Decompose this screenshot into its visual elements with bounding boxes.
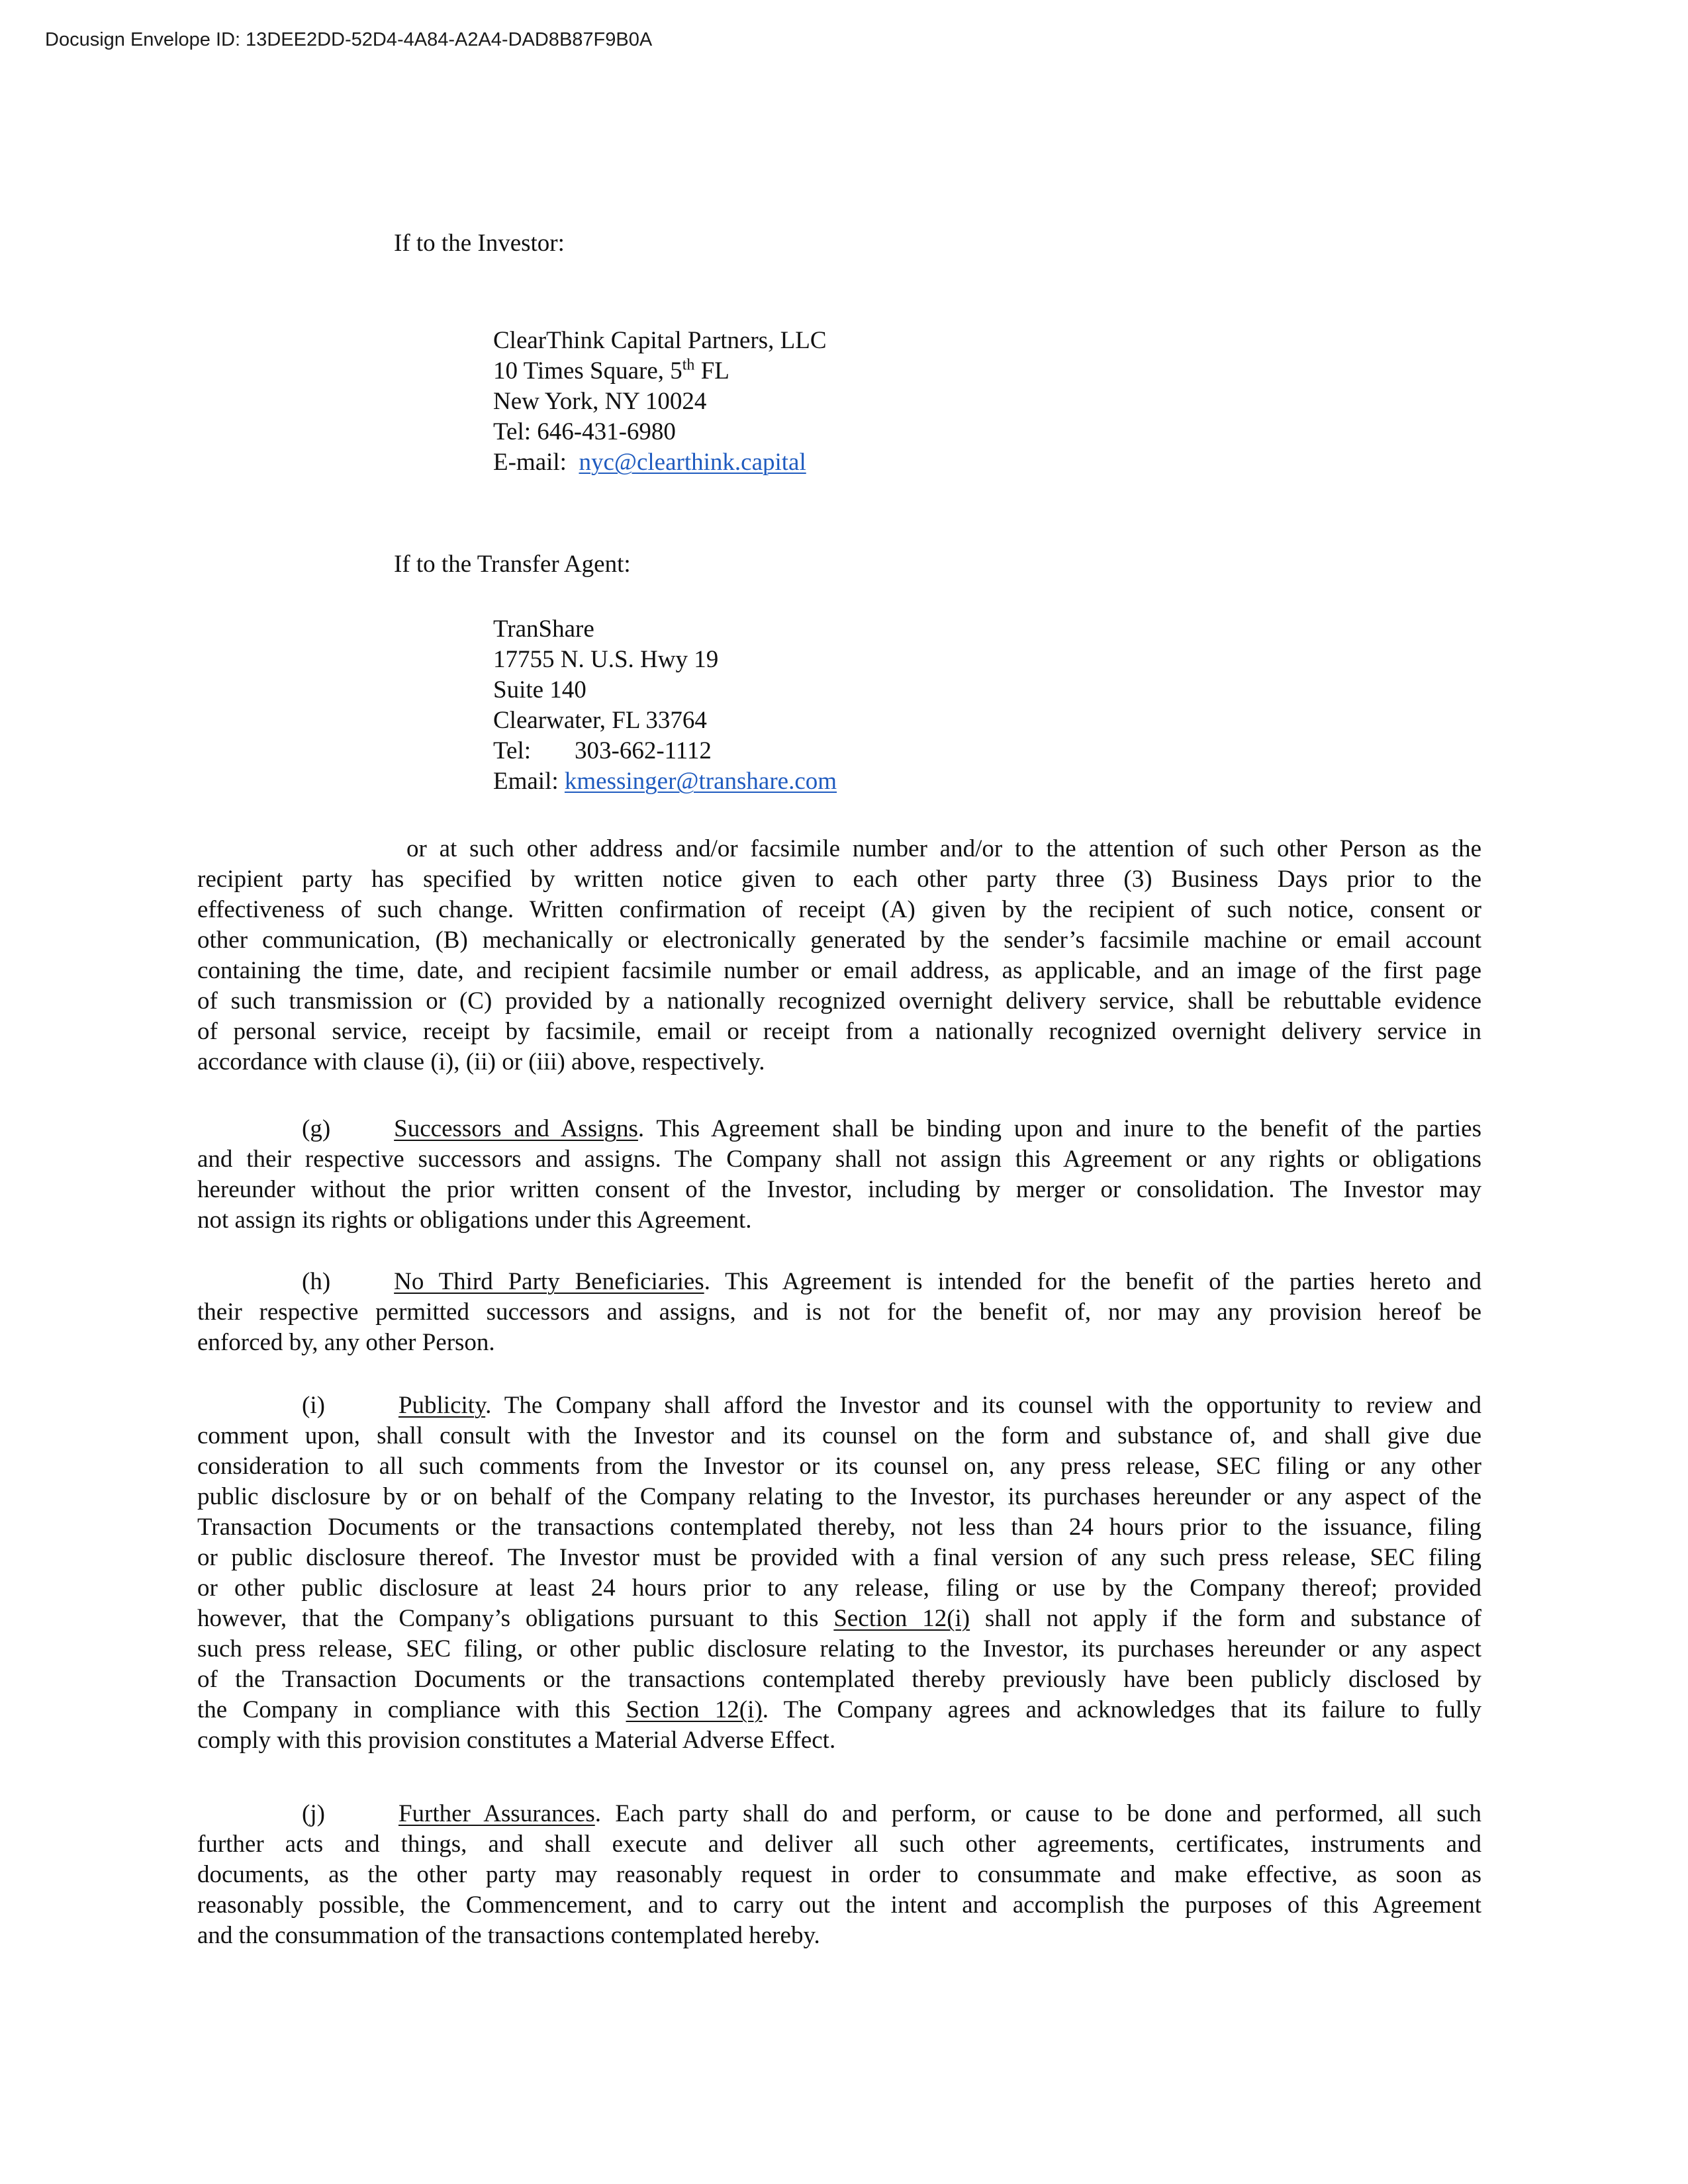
section-j xyxy=(197,1799,1481,1951)
investor-address xyxy=(493,326,827,478)
section-g-label: (g) xyxy=(302,1115,331,1142)
investor-email-link[interactable]: nyc@clearthink.capital xyxy=(579,449,806,476)
section-g-title: Successors and Assigns xyxy=(394,1115,638,1142)
notice-paragraph xyxy=(197,834,1481,1077)
section-h-title: No Third Party Beneficiaries xyxy=(394,1268,704,1295)
docusign-envelope-id: Docusign Envelope ID: 13DEE2DD-52D4-4A84-A2A4-DAD8B87F9B0A xyxy=(45,29,653,50)
paragraph-line: further acts and things, and shall execute and deliver all such other agreements, certificates, instruments and xyxy=(197,1831,1481,1858)
paragraph-line: comply with this provision constitutes a Material Adverse Effect. xyxy=(197,1727,836,1754)
section-g xyxy=(197,1114,1481,1236)
paragraph-line: comment upon, shall consult with the Investor and its counsel on the form and substance of, and shall give due xyxy=(197,1422,1481,1449)
paragraph-line: enforced by, any other Person. xyxy=(197,1329,495,1356)
investor-email-line: E-mail: nyc@clearthink.capital xyxy=(493,449,806,476)
section-h-first-line: (h) No Third Party Beneficiaries. This Agreement is intended for the benefit of the parties hereto and xyxy=(302,1268,1482,1295)
section-i-title: Publicity xyxy=(398,1392,486,1419)
paragraph-line: or at such other address and/or facsimile number and/or to the attention of such other Person as the xyxy=(406,835,1481,862)
paragraph-line: the Company in compliance with this Section 12(i). The Company agrees and acknowledges that its failure to fully xyxy=(197,1696,1481,1723)
section-i xyxy=(197,1390,1481,1756)
paragraph-line: accordance with clause (i), (ii) or (iii) above, respectively. xyxy=(197,1048,765,1075)
paragraph-line: reasonably possible, the Commencement, and to carry out the intent and accomplish the purposes of this Agreement xyxy=(197,1891,1481,1919)
paragraph-line: and their respective successors and assigns. The Company shall not assign this Agreement or any rights or obligations xyxy=(197,1146,1481,1173)
paragraph-line: consideration to all such comments from the Investor or its counsel on, any press release, SEC filing or any other xyxy=(197,1453,1481,1480)
transfer-agent-name: TranShare xyxy=(493,615,594,643)
paragraph-line: not assign its rights or obligations under this Agreement. xyxy=(197,1206,752,1234)
paragraph-line: documents, as the other party may reasonably request in order to consummate and make effective, as soon as xyxy=(197,1861,1481,1888)
section-12i-reference[interactable]: Section 12(i) xyxy=(833,1605,970,1632)
paragraph-line: of the Transaction Documents or the transactions contemplated thereby previously have been publicly disclosed by xyxy=(197,1666,1481,1693)
paragraph-line: of personal service, receipt by facsimile, email or receipt from a nationally recognized overnight delivery service in xyxy=(197,1018,1481,1045)
transfer-agent-address xyxy=(493,614,837,797)
section-h-label: (h) xyxy=(302,1268,331,1295)
section-12i-reference[interactable]: Section 12(i) xyxy=(626,1696,763,1723)
paragraph-line: such press release, SEC filing, or other public disclosure relating to the Investor, its purchases hereunder or any aspect xyxy=(197,1635,1481,1662)
paragraph-line: of such transmission or (C) provided by a nationally recognized overnight delivery service, shall be rebuttable evidence xyxy=(197,987,1481,1015)
section-i-first-line: (i) Publicity. The Company shall afford the Investor and its counsel with the opportunity to review and xyxy=(302,1392,1481,1419)
paragraph-line: effectiveness of such change. Written confirmation of receipt (A) given by the recipient of such notice, consent or xyxy=(197,896,1481,923)
transfer-agent-tel: Tel: 303-662-1112 xyxy=(493,737,712,764)
transfer-agent-email-line: Email: kmessinger@transhare.com xyxy=(493,768,837,795)
investor-heading: If to the Investor: xyxy=(394,230,565,257)
investor-street: 10 Times Square, 5th FL xyxy=(493,356,729,385)
paragraph-line: containing the time, date, and recipient facsimile number or email address, as applicable, and an image of the first page xyxy=(197,957,1481,984)
section-j-first-line: (j) Further Assurances. Each party shall do and perform, or cause to be done and performed, all such xyxy=(302,1800,1481,1827)
section-h xyxy=(197,1267,1481,1358)
transfer-agent-heading: If to the Transfer Agent: xyxy=(394,551,631,578)
section-j-label: (j) xyxy=(302,1800,325,1827)
section-g-first-line: (g) Successors and Assigns. This Agreement shall be binding upon and inure to the benefit of the parties xyxy=(302,1115,1481,1142)
investor-city: New York, NY 10024 xyxy=(493,388,707,415)
paragraph-line: other communication, (B) mechanically or electronically generated by the sender’s facsimile machine or email account xyxy=(197,927,1481,954)
investor-name: ClearThink Capital Partners, LLC xyxy=(493,327,827,354)
investor-tel: Tel: 646-431-6980 xyxy=(493,418,676,445)
paragraph-line: public disclosure by or on behalf of the Company relating to the Investor, its purchases hereunder or any aspect of the xyxy=(197,1483,1481,1510)
paragraph-line: or public disclosure thereof. The Investor must be provided with a final version of any such press release, SEC filing xyxy=(197,1544,1481,1571)
paragraph-line: and the consummation of the transactions contemplated hereby. xyxy=(197,1922,820,1949)
paragraph-line: their respective permitted successors and assigns, and is not for the benefit of, nor may any provision hereof be xyxy=(197,1298,1481,1326)
transfer-agent-suite: Suite 140 xyxy=(493,676,586,704)
section-i-label: (i) xyxy=(302,1392,325,1419)
section-j-title: Further Assurances xyxy=(398,1800,595,1827)
paragraph-line: however, that the Company’s obligations pursuant to this Section 12(i) shall not apply if the form and substance of xyxy=(197,1605,1482,1632)
transfer-agent-city: Clearwater, FL 33764 xyxy=(493,707,707,734)
paragraph-line: or other public disclosure at least 24 hours prior to any release, filing or use by the Company thereof; provided xyxy=(197,1574,1481,1602)
paragraph-line: Transaction Documents or the transactions contemplated thereby, not less than 24 hours prior to the issuance, filing xyxy=(197,1514,1481,1541)
paragraph-line: hereunder without the prior written consent of the Investor, including by merger or consolidation. The Investor may xyxy=(197,1176,1481,1203)
transfer-agent-street: 17755 N. U.S. Hwy 19 xyxy=(493,646,719,673)
transfer-agent-email-link[interactable]: kmessinger@transhare.com xyxy=(564,768,837,795)
paragraph-line: recipient party has specified by written notice given to each other party three (3) Business Days prior to the xyxy=(197,866,1481,893)
